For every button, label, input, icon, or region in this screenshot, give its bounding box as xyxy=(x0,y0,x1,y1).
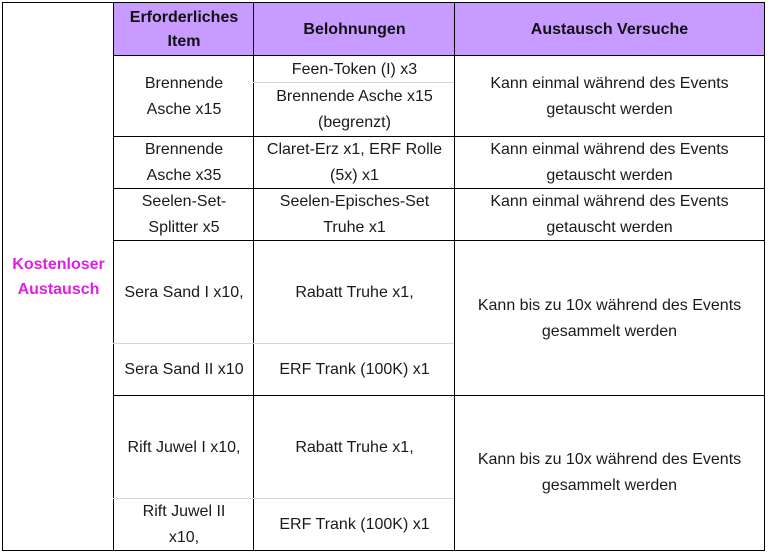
row-1-reward-2: Brennende Asche x15 (begrenzt) xyxy=(276,88,433,131)
grid-line-h-row2 xyxy=(113,188,764,189)
grid-line-h-row1-split xyxy=(253,82,454,83)
grid-line-h-header xyxy=(113,55,764,56)
grid-line-v3 xyxy=(454,3,455,550)
row-6-reward: Rabatt Truhe x1, xyxy=(295,438,414,456)
header-rewards: Belohnungen xyxy=(254,3,455,56)
row-7-reward: ERF Trank (100K) x1 xyxy=(279,515,430,533)
grid-line-v2 xyxy=(253,3,254,550)
side-label-free-exchange: Kostenloser Austausch xyxy=(12,255,105,298)
row-3-reward: Seelen-Episches-Set Truhe x1 xyxy=(279,193,430,236)
row-4-attempts: Kann bis zu 10x während des Events gesammelt werden xyxy=(477,296,742,340)
row-2-item: Brennende Asche x35 xyxy=(144,141,224,184)
row-2-reward: Claret-Erz x1, ERF Rolle (5x) x1 xyxy=(266,141,443,184)
row-7-item: Rift Juwel II x10, xyxy=(142,502,226,546)
header-required-item: Erforderliches Item xyxy=(114,3,254,56)
exchange-table xyxy=(2,2,765,551)
header-exchange-attempts: Austausch Versuche xyxy=(455,3,764,56)
grid-line-h-row6 xyxy=(113,498,454,499)
grid-line-v1 xyxy=(113,3,114,550)
row-6-attempts: Kann bis zu 10x während des Events gesammelt werden xyxy=(477,451,742,494)
row-5-reward: ERF Trank (100K) x1 xyxy=(279,361,430,378)
row-1-item: Brennende Asche x15 xyxy=(144,74,224,118)
row-1-reward-1: Feen-Token (I) x3 xyxy=(291,60,418,78)
row-4-item: Sera Sand I x10, xyxy=(124,283,244,301)
row-4-reward: Rabatt Truhe x1, xyxy=(295,283,414,301)
row-5-item: Sera Sand II x10 xyxy=(124,361,244,378)
grid-line-h-row1 xyxy=(113,136,764,137)
grid-line-h-row5 xyxy=(113,395,764,396)
row-2-attempts: Kann einmal während des Events getauscht werden xyxy=(490,141,729,184)
row-6-item: Rift Juwel I x10, xyxy=(127,438,241,456)
row-3-attempts: Kann einmal während des Events getauscht werden xyxy=(490,193,729,236)
row-1-attempts: Kann einmal während des Events getauscht werden xyxy=(490,74,729,118)
grid-line-h-row3 xyxy=(113,240,764,241)
grid-line-h-row4 xyxy=(113,343,454,344)
row-3-item: Seelen-Set-Splitter x5 xyxy=(141,193,227,236)
